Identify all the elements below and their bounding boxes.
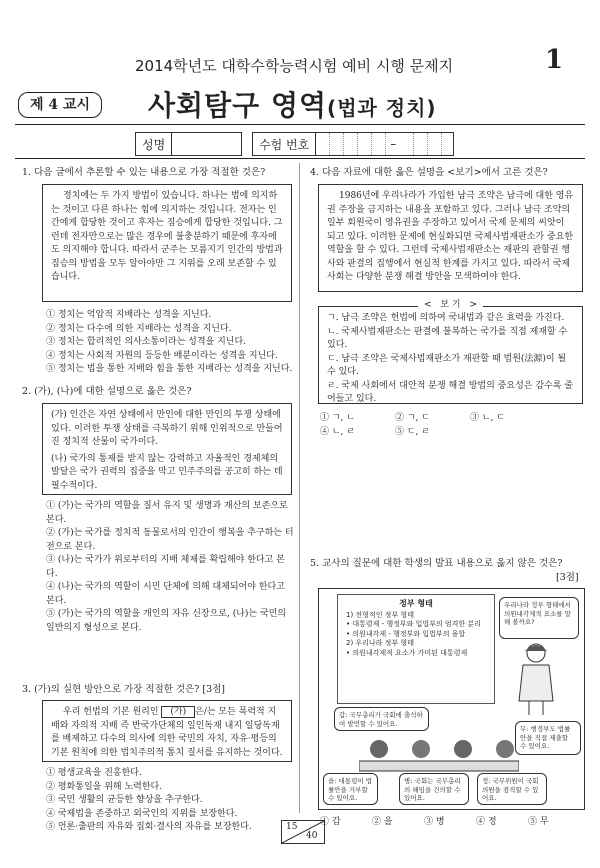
teacher-figure <box>511 641 561 716</box>
student-gap-bubble: 갑: 국무총리가 국회에 출석하여 발언할 수 있어요. <box>334 707 429 731</box>
choice[interactable]: ③ 국민 생활의 균등한 향상을 추구한다. <box>46 795 203 805</box>
student-jeong-bubble: 정: 국무위원이 국회의원을 겸직할 수 있어요. <box>477 773 547 805</box>
question-2-stem: 2. (가), (나)에 대한 설명으로 옳은 것은? <box>22 386 192 397</box>
option[interactable]: ① 갑 <box>320 817 341 827</box>
choice[interactable]: ⑤ 정치는 법을 통한 지배와 힘을 통한 지배라는 성격을 지닌다. <box>46 364 293 374</box>
header-rule-bottom <box>15 158 585 159</box>
choice[interactable]: ④ 정치는 사회적 자원의 등등한 배분이라는 성격을 지닌다. <box>46 350 278 361</box>
question-4-stem: 4. 다음 자료에 대한 옳은 설명을 <보기>에서 고른 것은? <box>310 167 548 178</box>
choice[interactable]: ① (가)는 국가의 역할을 질서 유지 및 생명과 재산의 보존으로 본다. <box>46 501 288 525</box>
question-3-choices <box>46 767 294 835</box>
choice[interactable]: ③ (나)는 국가가 위로부터의 지배 체제를 확립해야 한다고 본다. <box>46 555 285 579</box>
question-1-passage: 정치에는 두 가지 방법이 있습니다. 하나는 법에 의지하는 것이고 다른 하나는 힘에 의지하는 것입니다. 전자는 인간에게 합당한 것이고 후자는 짐승에게 합당한 것입니다. 그런데 전자만으로는 많은 경우에 불충분하기 때문에 후자에도 의지해야 합니다. 따라서 군주는 모름지기 인간의 방법과 짐승의 방법을 모두 알아야만 그 지위를 오래 보존할 수 있습니다. <box>42 184 292 302</box>
exam-number-label: 수험 번호 <box>253 133 316 155</box>
blank-ga: (가) <box>161 706 195 718</box>
question-3-passage <box>42 700 292 762</box>
subject-sub: (법과 정치) <box>327 96 437 120</box>
page-number: 1 <box>545 45 564 75</box>
bogi-item: ㄱ. 남극 조약은 헌법에 의하여 국내법과 같은 효력을 가진다. <box>327 313 565 323</box>
passage-na: (나) 국가의 통제를 받지 않는 강력하고 자율적인 경제체의 발달은 국가 권력의 집중을 막고 민주주의를 공고히 하는 데 필수적이다. <box>51 453 283 491</box>
choice[interactable]: ⑤ 언론·출판의 자유와 집회·결사의 자유를 보장한다. <box>46 822 252 832</box>
subject-title <box>148 84 437 124</box>
choice[interactable]: ⑤ (가)는 국가의 역할을 개인의 자유 신장으로, (나)는 국민의 일반의지 형성으로 본다. <box>46 609 287 633</box>
name-label: 성명 <box>136 133 172 155</box>
choice[interactable]: ① 평생교육을 진흥한다. <box>46 768 142 778</box>
option[interactable]: ④ ㄴ, ㄹ <box>320 427 355 437</box>
question-2-choices <box>46 500 294 635</box>
board-title: 정부 형태 <box>399 599 433 608</box>
exam-number-cells: – <box>316 133 442 155</box>
question-5-stem: 5. 교사의 질문에 대한 학생의 발표 내용으로 옳지 않은 것은? <box>310 558 563 569</box>
board-line: 1) 전형적인 정부 형태 <box>346 610 414 619</box>
student-byeong-bubble: 병: 국회는 국무총리의 해임을 건의할 수 있어요. <box>399 773 469 805</box>
option[interactable]: ⑤ ㄷ, ㄹ <box>395 427 430 437</box>
header-rule <box>15 124 585 125</box>
student-eul-bubble: 을: 대통령이 법률안을 거부할 수 있어요. <box>323 773 378 805</box>
passage-before: 우리 헌법의 기본 원리인 <box>63 707 159 717</box>
session-label: 제 4 교시 <box>18 92 102 118</box>
page-counter <box>281 820 325 844</box>
page-current: 15 <box>286 822 298 832</box>
student-mu-bubble: 무: 행정부도 법률안을 직접 제출할 수 있어요. <box>515 721 581 755</box>
passage-ga: (가) 인간은 자연 상태에서 만인에 대한 만인의 투쟁 상태에 있다. 이러한 투쟁 상태를 극복하기 위해 인위적으로 만들어진 정치적 산물이 국가이다. <box>51 410 283 447</box>
name-box <box>135 132 242 156</box>
blackboard <box>337 594 495 704</box>
bogi-item: ㄷ. 남극 조약은 국제사법재판소가 재판할 때 법원(法源)이 될 수 있다. <box>327 353 567 377</box>
choice[interactable]: ② (가)는 국가를 정치적 동물로서의 인간이 행복을 추구하는 터전으로 본다. <box>46 528 294 552</box>
choice[interactable]: ① 정치는 억압적 지배라는 성격을 지닌다. <box>46 310 212 320</box>
question-4-passage: 1986년에 우리나라가 가입한 남극 조약은 남극에 대한 영유권 주장을 금지하는 내용을 포함하고 있다. 그러나 남극 조약의 일부 회원국이 영유권을 주장하고 있어서 국제 문제의 씨앗이 되고 있다. 이러한 문제에 현실화되면 국제사법재판소가 중요한 역할을 할 수 있다. 그런데 국제사법재판소는 재판의 관할권 행사와 판결의 집행에서 현실적 한계를 가지고 있다. 따라서 국제 사회는 다양한 분쟁 해결 방안을 모색하여야 한다. <box>318 184 583 292</box>
choice[interactable]: ② 평화통일을 위해 노력한다. <box>46 781 163 792</box>
question-5-options <box>320 815 585 829</box>
option[interactable]: ② ㄱ, ㄷ <box>395 413 430 423</box>
subject-main: 사회탐구 영역 <box>148 89 328 122</box>
option[interactable]: ① ㄱ, ㄴ <box>320 413 355 423</box>
option[interactable]: ③ ㄴ, ㄷ <box>470 413 505 423</box>
question-1-choices <box>46 309 294 377</box>
board-line: • 의원내각제적 요소가 가미된 대통령제 <box>346 648 468 657</box>
teacher-bubble: 우리나라 정부 형태에서 의원내각제적 요소를 말해 볼까요? <box>499 597 579 639</box>
question-1-stem: 1. 다음 글에서 추론할 수 있는 내용으로 가장 적절한 것은? <box>22 167 266 178</box>
board-line: 2) 우리나라 정부 형태 <box>346 639 414 647</box>
board-line: • 대통령제 - 행정부와 입법부의 엄격한 분리 <box>346 620 481 628</box>
question-4-options <box>320 411 580 439</box>
passage-after: 은/는 모든 폭력적 지배와 자의적 지배 즉 반국가단체의 일인독재 내지 일당독재를 배제하고 다수의 의사에 의한 국민의 자치, 자유·평등의 기본 원칙에 의한 법치주의적 통치 질서를 유지하는 것이다. <box>51 707 283 758</box>
question-5-points: [3점] <box>556 572 579 583</box>
board-line: • 의원내각제 - 행정부와 입법부의 융합 <box>346 629 466 638</box>
classroom-illustration <box>318 588 585 810</box>
exam-title: 2014학년도 대학수학능력시험 예비 시행 문제지 <box>135 57 454 75</box>
bogi-item: ㄴ. 국제사법재판소는 판결에 불복하는 국가를 직접 제재할 수 있다. <box>327 326 568 350</box>
choice[interactable]: ④ 국제법을 존중하고 외국인의 지위를 보장한다. <box>46 808 238 819</box>
choice[interactable]: ④ (나)는 국가의 역할이 시민 단체에 의해 대체되어야 한다고 본다. <box>46 582 285 606</box>
question-2-passage <box>42 403 292 495</box>
question-4-bogi: < 보 기 > ㄱ. 남극 조약은 헌법에 의하여 국내법과 같은 효력을 가진다. ㄴ. 국제사법재판소는 판결에 불복하는 국가를 직접 제재할 수 있다. ㄷ. 남극 조약은 국제사법재판소가 재판할 때 법원(法源)이 될 수 있다. ㄹ. 국제 사회에서 대안적 분쟁 해결 방법의 중요성은 감수록 줄어들고 있다. <box>318 306 583 404</box>
exam-number-box <box>252 132 454 156</box>
students-figure <box>359 735 519 773</box>
column-divider <box>299 163 300 813</box>
page-total: 40 <box>306 831 318 841</box>
bogi-title: 보 기 <box>434 300 466 310</box>
choice[interactable]: ② 정치는 다수에 의한 지배라는 성격을 지닌다. <box>46 323 232 334</box>
question-3-stem: 3. (가)의 실현 방안으로 가장 적절한 것은? [3점] <box>22 684 225 695</box>
choice[interactable]: ③ 정치는 합리적인 의사소통이라는 성격을 지닌다. <box>46 337 247 347</box>
option[interactable]: ② 을 <box>372 817 393 827</box>
option[interactable]: ④ 정 <box>476 817 497 827</box>
option[interactable]: ⑤ 무 <box>528 817 549 827</box>
option[interactable]: ③ 병 <box>424 817 445 827</box>
bogi-item: ㄹ. 국제 사회에서 대안적 분쟁 해결 방법의 중요성은 감수록 줄어들고 있다. <box>327 380 573 404</box>
